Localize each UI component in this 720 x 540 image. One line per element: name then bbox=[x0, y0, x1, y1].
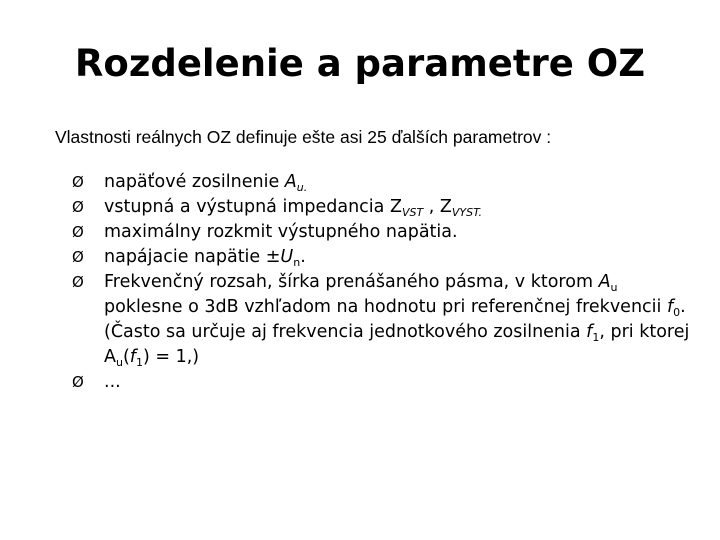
list-item: Ø Frekvenčný rozsah, šírka prenášaného pásma, v ktorom $A_u$ poklesne o 3dB vzhľadom na hodnotu pri referenčnej frekvencii $f_0$. (Často sa určuje aj frekvencia jednotkového zosilnenia $f_1$, pri ktorej $A_u(f_1) = 1$,) bbox=[72, 272, 690, 369]
arrow-bullet-icon: Ø bbox=[72, 273, 84, 291]
arrow-bullet-icon: Ø bbox=[72, 248, 84, 266]
arrow-bullet-icon: Ø bbox=[72, 198, 84, 216]
list-item: Ø napäťové zosilnenie $A_{u.}$ bbox=[72, 172, 308, 194]
list-item: Ø napájacie napätie $\pm U_n$. bbox=[72, 247, 306, 269]
list-item: Ø maximálny rozkmit výstupného napätia. bbox=[72, 220, 692, 245]
list-item: Ø vstupná a výstupná impedancia $Z_{VST}$ , $Z_{VYST.}$ bbox=[72, 197, 482, 219]
parameter-list bbox=[72, 170, 692, 395]
slide-title: Rozdelenie a parametre OZ bbox=[74, 42, 646, 85]
arrow-bullet-icon: Ø bbox=[72, 173, 84, 191]
intro-text: Vlastnosti reálnych OZ definuje ešte asi 25 ďalších parametrov : bbox=[55, 127, 552, 147]
arrow-bullet-icon: Ø bbox=[72, 223, 84, 241]
list-item: Ø ... bbox=[72, 370, 692, 395]
arrow-bullet-icon: Ø bbox=[72, 373, 84, 391]
